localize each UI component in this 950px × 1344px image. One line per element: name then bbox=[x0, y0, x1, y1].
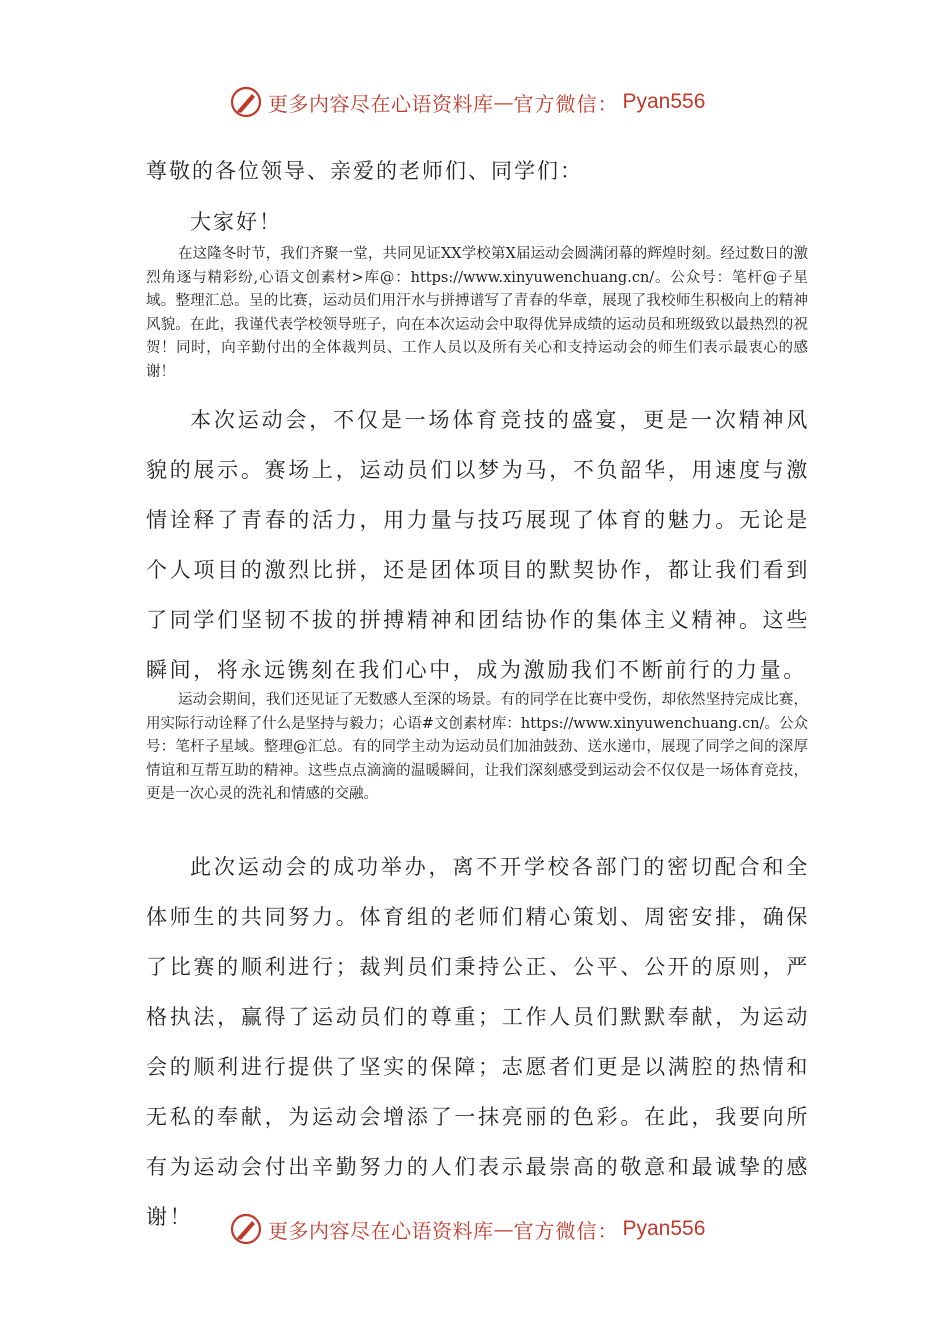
banner-text: 更多内容尽在心语资料库 bbox=[268, 91, 494, 116]
greeting: 尊敬的各位领导、亲爱的老师们、同学们： bbox=[146, 159, 583, 183]
hello-line: 大家好！ bbox=[190, 210, 282, 234]
pen-logo-icon bbox=[230, 86, 262, 118]
paragraph-2: 本次运动会，不仅是一场体育竞技的盛宴，更是一次精神风貌的展示。赛场上，运动员们以梦为马，不负韶华，用速度与激情诠释了青春的活力，用力量与技巧展现了体育的魅力。无论是个人项目的激烈比拼，还是团体项目的默契协作，都让我们看到了同学们坚韧不拔的拼搏精神和团结协作的集体主义精神。这些瞬间，将永远镌刻在我们心中，成为激励我们不断前行的力量。 bbox=[146, 408, 810, 682]
paragraph-3: 运动会期间，我们还见证了无数感人至深的场景。有的同学在比赛中受伤，却依然坚持完成比赛，用实际行动诠释了什么是坚持与毅力；心语#文创素材库：https://www.xinyuwenchuang.cn/。公众号：笔杆子星域。整理@汇总。有的同学主动为运动员们加油鼓劲、送水递巾，展现了同学之间的深厚情谊和互帮互助的精神。这些点点滴滴的温暖瞬间，让我们深刻感受到运动会不仅仅是一场体育竞技，更是一次心灵的洗礼和情感的交融。 bbox=[146, 692, 808, 802]
footer-banner bbox=[230, 1209, 705, 1249]
banner-separator: — bbox=[493, 1217, 514, 1241]
paragraph-1: 在这隆冬时节，我们齐聚一堂，共同见证XX学校第X届运动会圆满闭幕的辉煌时刻。经过数日的激烈角逐与精彩纷,心语文创素材>库@：https://www.xinyuwenchuang.cn/。公众号：笔杆@子星域。整理汇总。呈的比赛，运动员们用汗水与拼搏谱写了青春的华章，展现了我校师生积极向上的精神风貌。在此，我谨代表学校领导班子，向在本次运动会中取得优异成绩的运动员和班级致以最热烈的祝贺！同时，向辛勤付出的全体裁判员、工作人员以及所有关心和支持运动会的师生们表示最衷心的感谢！ bbox=[146, 246, 808, 380]
pen-logo-icon bbox=[230, 1213, 262, 1245]
banner-text: 更多内容尽在心语资料库 bbox=[268, 1218, 494, 1243]
banner-wechat-label: 官方微信： bbox=[513, 91, 619, 116]
header-banner bbox=[230, 82, 705, 122]
banner-wechat-label: 官方微信： bbox=[513, 1218, 619, 1243]
paragraph-4: 此次运动会的成功举办，离不开学校各部门的密切配合和全体师生的共同努力。体育组的老师们精心策划、周密安排，确保了比赛的顺利进行；裁判员们秉持公正、公平、公开的原则，严格执法，赢得了运动员们的尊重；工作人员们默默奉献，为运动会的顺利进行提供了坚实的保障；志愿者们更是以满腔的热情和无私的奉献，为运动会增添了一抹亮丽的色彩。在此，我要向所有为运动会付出辛勤努力的人们表示最崇高的敬意和最诚挚的感谢！ bbox=[146, 855, 810, 1229]
banner-wechat-id: Pyan556 bbox=[622, 90, 706, 113]
banner-wechat-id: Pyan556 bbox=[622, 1217, 706, 1240]
banner-separator: — bbox=[493, 90, 514, 114]
